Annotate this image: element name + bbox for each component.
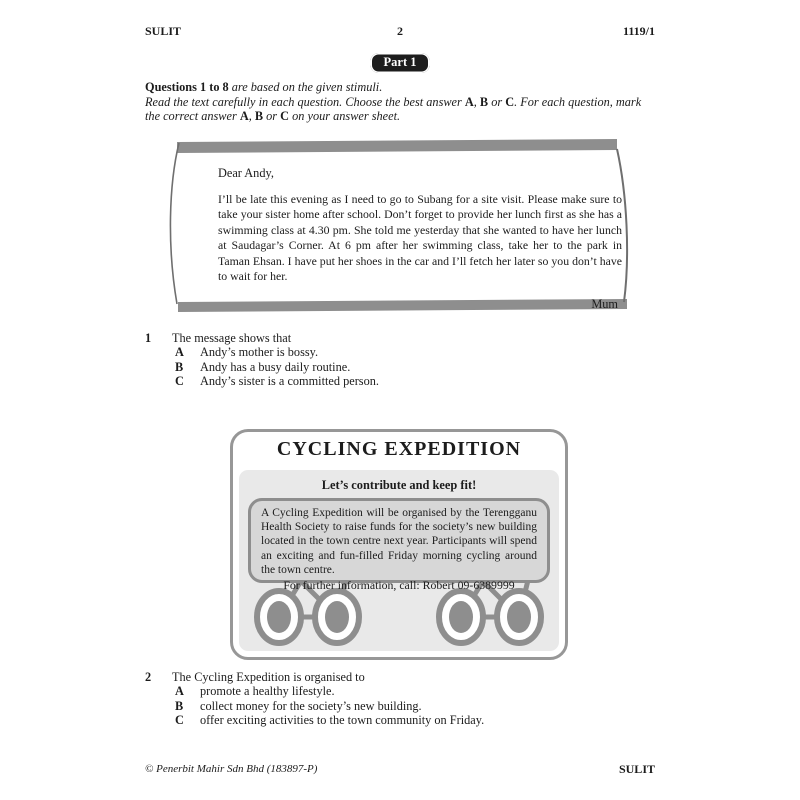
footer-confidential-label: SULIT (618, 762, 655, 776)
option-row (145, 345, 660, 359)
option-row (145, 699, 660, 713)
option-row (145, 360, 660, 374)
instructions-heading-italic: are based on the given stimuli. (228, 80, 383, 94)
instruction-segment: or (488, 94, 506, 109)
instructions-heading-bold: Questions 1 to 8 (145, 80, 229, 94)
instructions (145, 80, 658, 124)
option-label: A (175, 345, 184, 360)
instruction-segment: , (473, 94, 480, 109)
option-label: A (175, 684, 184, 699)
option-indent (145, 360, 175, 374)
poster-contact: For further information, call: Robert 09-6389999 (283, 578, 515, 593)
option-label: B (175, 698, 184, 713)
option-row (145, 713, 660, 727)
question-stem-text: The Cycling Expedition is organised to (172, 670, 365, 684)
poster-stimulus (230, 429, 568, 660)
page-header (145, 24, 655, 40)
instruction-segment: A (239, 109, 249, 124)
instruction-segment: C (505, 94, 515, 109)
instruction-segment: , (248, 109, 255, 124)
instruction-segment: B (479, 94, 489, 109)
option-text: collect money for the society’s new building. (200, 698, 422, 713)
poster-body: A Cycling Expedition will be organised by the Terengganu Health Society to raise funds for the society’s new building located in the town centre next year. Participants will spend an exciting and fun-filled Friday morning cycling around the town centre. (261, 507, 537, 576)
option-label: C (175, 712, 184, 727)
poster-subtitle: Let’s contribute and keep fit! (321, 478, 477, 492)
option-text: Andy’s sister is a committed person. (200, 373, 379, 388)
question-1 (145, 331, 660, 388)
letter-body: I’ll be late this evening as I need to go to Subang for a site visit. Please make sure to take your sister home after school. Don’t forget to provide her lunch first as she has a swimming class at 4.30 pm. She told me yesterday that she wanted to have her lunch at Saudagar’s Corner. At 6 pm after her swimming class, take her to the park in Taman Ehsan. I have put her shoes in the car and I’ll fetch her later so you don’t have to wait for her. (218, 192, 622, 284)
instruction-segment: A (464, 94, 474, 109)
instructions-body (145, 95, 658, 124)
instruction-segment: B (254, 109, 264, 124)
instructions-heading (145, 80, 658, 95)
question-number: 2 (145, 670, 152, 684)
instruction-segment: C (280, 109, 290, 124)
option-indent (145, 699, 175, 713)
option-text: Andy’s mother is bossy. (200, 345, 319, 360)
option-indent (145, 684, 175, 698)
poster-text-box (248, 498, 550, 593)
letter-salutation: Dear Andy, (218, 166, 274, 180)
question-stem (145, 670, 660, 684)
question-stem (145, 331, 660, 345)
letter-signature: Mum (591, 297, 618, 312)
option-indent (145, 345, 175, 359)
instruction-segment: . For each question, mark the correct answer (145, 94, 642, 124)
option-text: offer exciting activities to the town community on Friday. (200, 712, 485, 727)
publisher-credit: © Penerbit Mahir Sdn Bhd (183897-P) (145, 763, 318, 775)
header-confidential-label: SULIT (145, 24, 182, 38)
question-2 (145, 670, 660, 727)
option-text: promote a healthy lifestyle. (200, 684, 335, 699)
instruction-segment: on your answer sheet. (289, 109, 401, 124)
part-badge: Part 1 (371, 53, 430, 73)
option-indent (145, 713, 175, 727)
letter-text (218, 166, 622, 312)
page-number: 2 (397, 24, 403, 38)
option-row (145, 374, 660, 388)
note-stimulus (158, 136, 645, 322)
option-text: Andy has a busy daily routine. (200, 359, 351, 374)
poster-panel (239, 470, 559, 651)
poster-title: CYCLING EXPEDITION (276, 438, 522, 460)
paper-code: 1119/1 (622, 24, 655, 38)
question-number: 1 (145, 331, 152, 345)
instruction-segment: Read the text carefully in each question. Choose the best answer (145, 94, 465, 109)
option-indent (145, 374, 175, 388)
option-label: C (175, 373, 184, 388)
option-label: B (175, 359, 184, 374)
instruction-segment: or (263, 109, 281, 124)
question-stem-text: The message shows that (172, 331, 292, 345)
option-row (145, 684, 660, 698)
